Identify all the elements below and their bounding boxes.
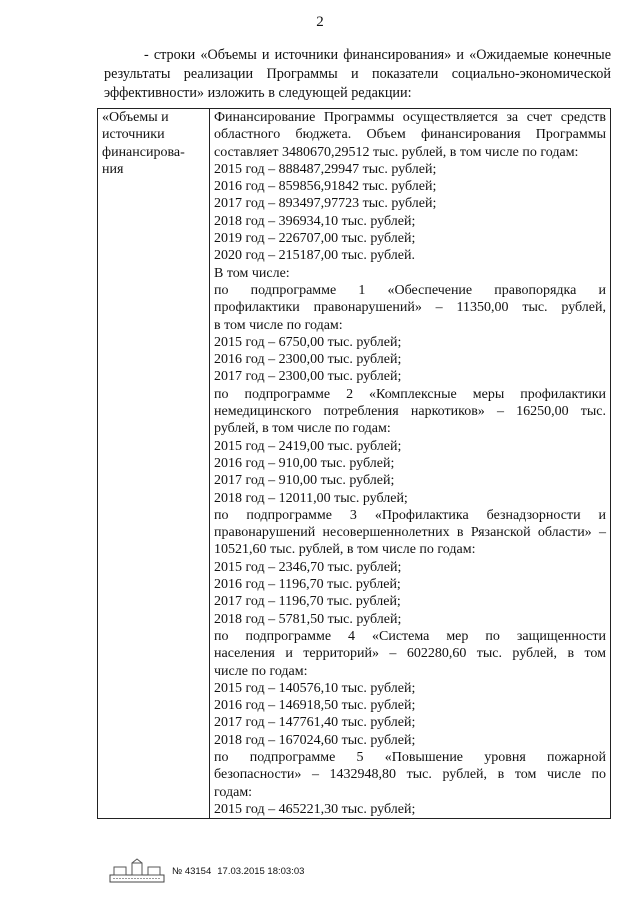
financing-text-line: немедицинского потребления наркотиков» – 16250,00 тыс. <box>214 404 606 420</box>
financing-text-line: 2017 год – 1196,70 тыс. рублей; <box>214 594 401 610</box>
financing-text-line: 2015 год – 2346,70 тыс. рублей; <box>214 559 402 575</box>
financing-label-line: «Объемы и <box>102 110 169 125</box>
intro-paragraph <box>104 46 611 103</box>
financing-content-cell <box>210 109 611 819</box>
financing-text-line: 2015 год – 465221,30 тыс. рублей; <box>214 801 416 817</box>
intro-text: - строки «Объемы и источники финансирования» и «Ожидаемые конечные результаты реализации Программы и показатели социально-экономической эффективности» изложить в следующей редакции: <box>104 47 611 101</box>
financing-text-line: 2016 год – 2300,00 тыс. рублей; <box>214 352 402 368</box>
financing-text-line: населения и территорий» – 602280,60 тыс. рублей, в том <box>214 646 606 662</box>
financing-label-line: финансирова- <box>102 144 185 160</box>
financing-text-line: 2017 год – 893497,97723 тыс. рублей; <box>214 196 437 212</box>
financing-text-line: 2018 год – 5781,50 тыс. рублей; <box>214 611 402 627</box>
financing-text-line: числе по годам: <box>214 663 308 679</box>
financing-text-line: по подпрограмме 1 «Обеспечение правопорядка и <box>214 282 606 298</box>
financing-text-line: по подпрограмме 4 «Система мер по защищенности <box>214 628 606 644</box>
financing-text-line: по подпрограмме 5 «Повышение уровня пожарной <box>214 749 606 765</box>
page-number: 2 <box>316 14 324 30</box>
document-timestamp: 17.03.2015 18:03:03 <box>217 865 305 877</box>
financing-text-line: годам: <box>214 784 253 800</box>
financing-text-line: в том числе по годам: <box>214 317 343 333</box>
financing-text-line: В том числе: <box>214 265 290 281</box>
financing-text-line: 2018 год – 396934,10 тыс. рублей; <box>214 213 416 229</box>
financing-text-line: 2015 год – 6750,00 тыс. рублей; <box>214 334 402 350</box>
financing-text-line: 2016 год – 1196,70 тыс. рублей; <box>214 577 401 593</box>
financing-text-line: 2017 год – 147761,40 тыс. рублей; <box>214 715 416 731</box>
document-number: № 43154 <box>172 865 212 877</box>
financing-text-line: областного бюджета. Объем финансирования Программы <box>214 127 606 143</box>
document-footer <box>108 858 304 884</box>
financing-text-line: 2018 год – 12011,00 тыс. рублей; <box>214 490 408 506</box>
financing-text-line: 2020 год – 215187,00 тыс. рублей. <box>214 248 415 264</box>
financing-text-line: 2015 год – 140576,10 тыс. рублей; <box>214 680 416 696</box>
financing-text-line: составляет 3480670,29512 тыс. рублей, в том числе по годам: <box>214 144 579 160</box>
financing-row <box>98 109 611 819</box>
financing-label-line: источники <box>102 127 165 143</box>
financing-text-line: 2018 год – 167024,60 тыс. рублей; <box>214 732 416 748</box>
financing-text-line: по подпрограмме 3 «Профилактика безнадзорности и <box>214 507 606 523</box>
financing-text-line: 2017 год – 2300,00 тыс. рублей; <box>214 369 402 385</box>
financing-text-line: безопасности» – 1432948,80 тыс. рублей, в том числе по <box>214 767 606 783</box>
financing-text-line: 2016 год – 146918,50 тыс. рублей; <box>214 698 416 714</box>
financing-label-cell <box>98 109 210 819</box>
financing-text-line: 2016 год – 910,00 тыс. рублей; <box>214 455 395 471</box>
financing-table <box>97 108 611 819</box>
financing-text-line: 10521,60 тыс. рублей, в том числе по годам: <box>214 542 476 558</box>
financing-text-line: рублей, в том числе по годам: <box>214 421 391 437</box>
financing-text-line: профилактики правонарушений» – 11350,00 тыс. рублей, <box>214 300 606 316</box>
financing-text-line: правонарушений несовершеннолетних в Рязанской области» – <box>214 525 606 541</box>
financing-text-line: 2017 год – 910,00 тыс. рублей; <box>214 473 395 489</box>
regional-emblem-stamp-icon <box>108 858 166 884</box>
financing-text-line: 2015 год – 888487,29947 тыс. рублей; <box>214 161 437 177</box>
financing-text-line: 2019 год – 226707,00 тыс. рублей; <box>214 231 416 247</box>
financing-text-line: 2015 год – 2419,00 тыс. рублей; <box>214 438 402 454</box>
financing-text-line: 2016 год – 859856,91842 тыс. рублей; <box>214 179 437 195</box>
financing-text-line: Финансирование Программы осуществляется за счет средств <box>214 110 606 125</box>
financing-text-line: по подпрограмме 2 «Комплексные меры профилактики <box>214 386 606 402</box>
financing-label-line: ния <box>102 161 124 177</box>
